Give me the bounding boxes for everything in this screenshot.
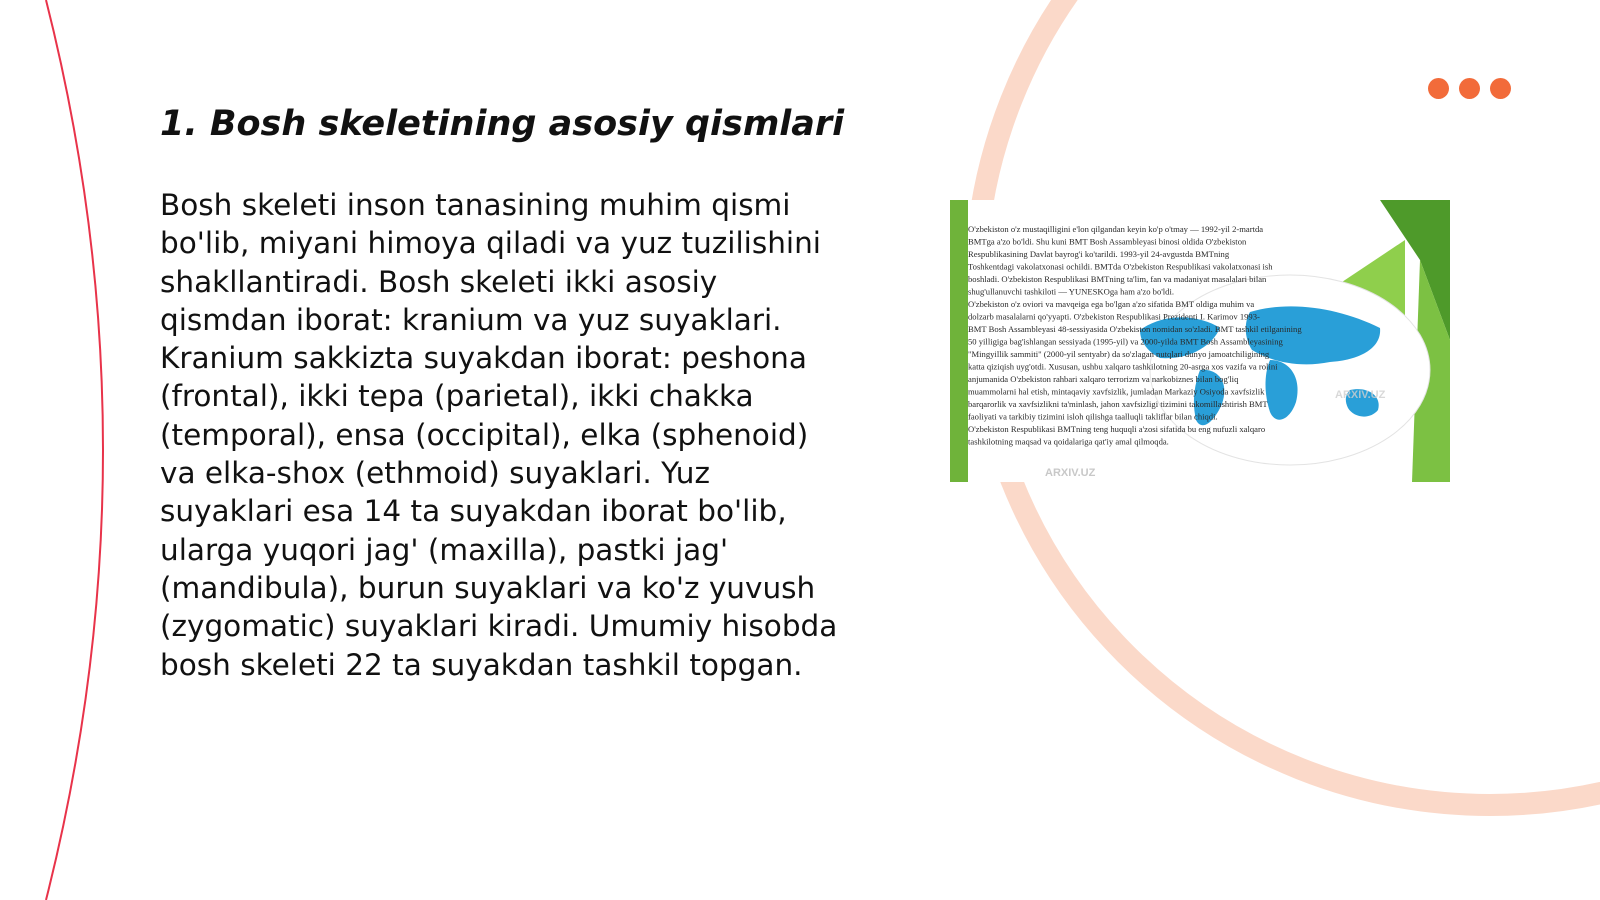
image-text-line: anjumanida O'zbekiston rahbari xalqaro terrorizm va narkobiznes bilan bog'liq: [968, 374, 1239, 384]
image-text-line: Respublikasining Davlat bayrog'i ko'tarildi. 1993-yil 24-avgustda BMTning: [968, 249, 1230, 259]
watermark-text: ARXIV.UZ: [1335, 389, 1386, 401]
image-text-line: O'zbekiston Respublikasi BMTning teng huquqli a'zosi sifatida bu eng nufuzli xalqaro: [968, 424, 1266, 434]
dot: [1459, 78, 1480, 99]
document-image-graphic: [950, 200, 1450, 482]
image-text-line: BMTga a'zo bo'ldi. Shu kuni BMT Bosh Assambleyasi binosi oldida O'zbekiston: [968, 236, 1247, 247]
slide-title: 1. Bosh skeletining asosiy qismlari: [160, 104, 845, 144]
image-text-line: faoliyati va tarkibiy tizimini isloh qilishga taalluqli takliflar bilan chiqdi.: [968, 411, 1218, 422]
image-text-line: tashkilotning maqsad va qoidalariga qat'iy amal qilmoqda.: [968, 436, 1169, 447]
image-text-line: muammolarni hal etish, mintaqaviy xavfsizlik, jumladan Markaziy Osiyoda xavfsizlik: [968, 386, 1265, 397]
image-text-line: 50 yilligiga bag'ishlangan sessiyada (1995-yil) va 2000-yilda BMT Bosh Assambleyasining: [968, 336, 1283, 347]
image-text-line: O'zbekiston o'z oviori va mavqeiga ega bo'lgan a'zo sifatida BMT oldiga muhim va: [968, 299, 1255, 309]
image-text-line: "Mingyillik sammiti" (2000-yil sentyabr) da so'zlagan nutqlari dunyo jamoatchiligining: [968, 349, 1270, 359]
watermark-text: ARXIV.UZ: [1045, 467, 1096, 479]
image-text-line: dolzarb masalalarni qo'yyapti. O'zbekiston Respublikasi Prezidenti I. Karimov 1993-: [968, 311, 1260, 322]
green-left-band: [950, 200, 968, 482]
three-dots-icon: [1428, 78, 1511, 99]
slide-body-text: Bosh skeleti inson tanasining muhim qismi bo'lib, miyani himoya qiladi va yuz tuzilishini shakllantiradi. Bosh skeleti ikki asosiy qismdan iborat: kranium va yuz suyaklari. Kranium sakkizta suyakdan iborat: peshona (frontal), ikki tepa (parietal), ikki chakka (temporal), ensa (occipital), elka (sphenoid) va elka-shox (ethmoid) suyaklari. Yuz suyaklari esa 14 ta suyakdan iborat bo'lib, ularga yuqori jag' (maxilla), pastki jag' (mandibula), burun suyaklari va ko'z yuvush (zygomatic) suyaklari kiradi. Umumiy hisobda bosh skeleti 22 ta suyakdan tashkil topgan.: [160, 188, 838, 682]
image-text-line: shug'ullanuvchi tashkiloti — YUNESKOga ham a'zo bo'ldi.: [968, 286, 1175, 297]
image-text-line: barqarorlik va xavfsizlikni ta'minlash, jahon xavfsizligi tizimini takomillashtirish BMT: [968, 399, 1268, 409]
image-text-line: katta qiziqish uyg'otdi. Xususan, ushbu xalqaro tashkilotning 20-asrga xos vazifa va rolini: [968, 361, 1278, 372]
document-image: [950, 200, 1450, 482]
image-text-line: Toshkentdagi vakolatxonasi ochildi. BMTda O'zbekiston Respublikasi vakolatxonasi ish: [968, 261, 1273, 272]
image-text-line: BMT Bosh Assambleyasi 48-sessiyasida O'zbekiston nomidan so'zladi. BMT tashkil etilganining: [968, 324, 1302, 334]
dot: [1490, 78, 1511, 99]
image-text-line: boshladi. O'zbekiston Respublikasi BMTning ta'lim, fan va madaniyat masalalari bilan: [968, 274, 1267, 284]
dot: [1428, 78, 1449, 99]
image-text-line: O'zbekiston o'z mustaqilligini e'lon qilgandan keyin ko'p o'tmay — 1992-yil 2-martda: [968, 224, 1264, 234]
left-curve-line: [46, 0, 103, 900]
